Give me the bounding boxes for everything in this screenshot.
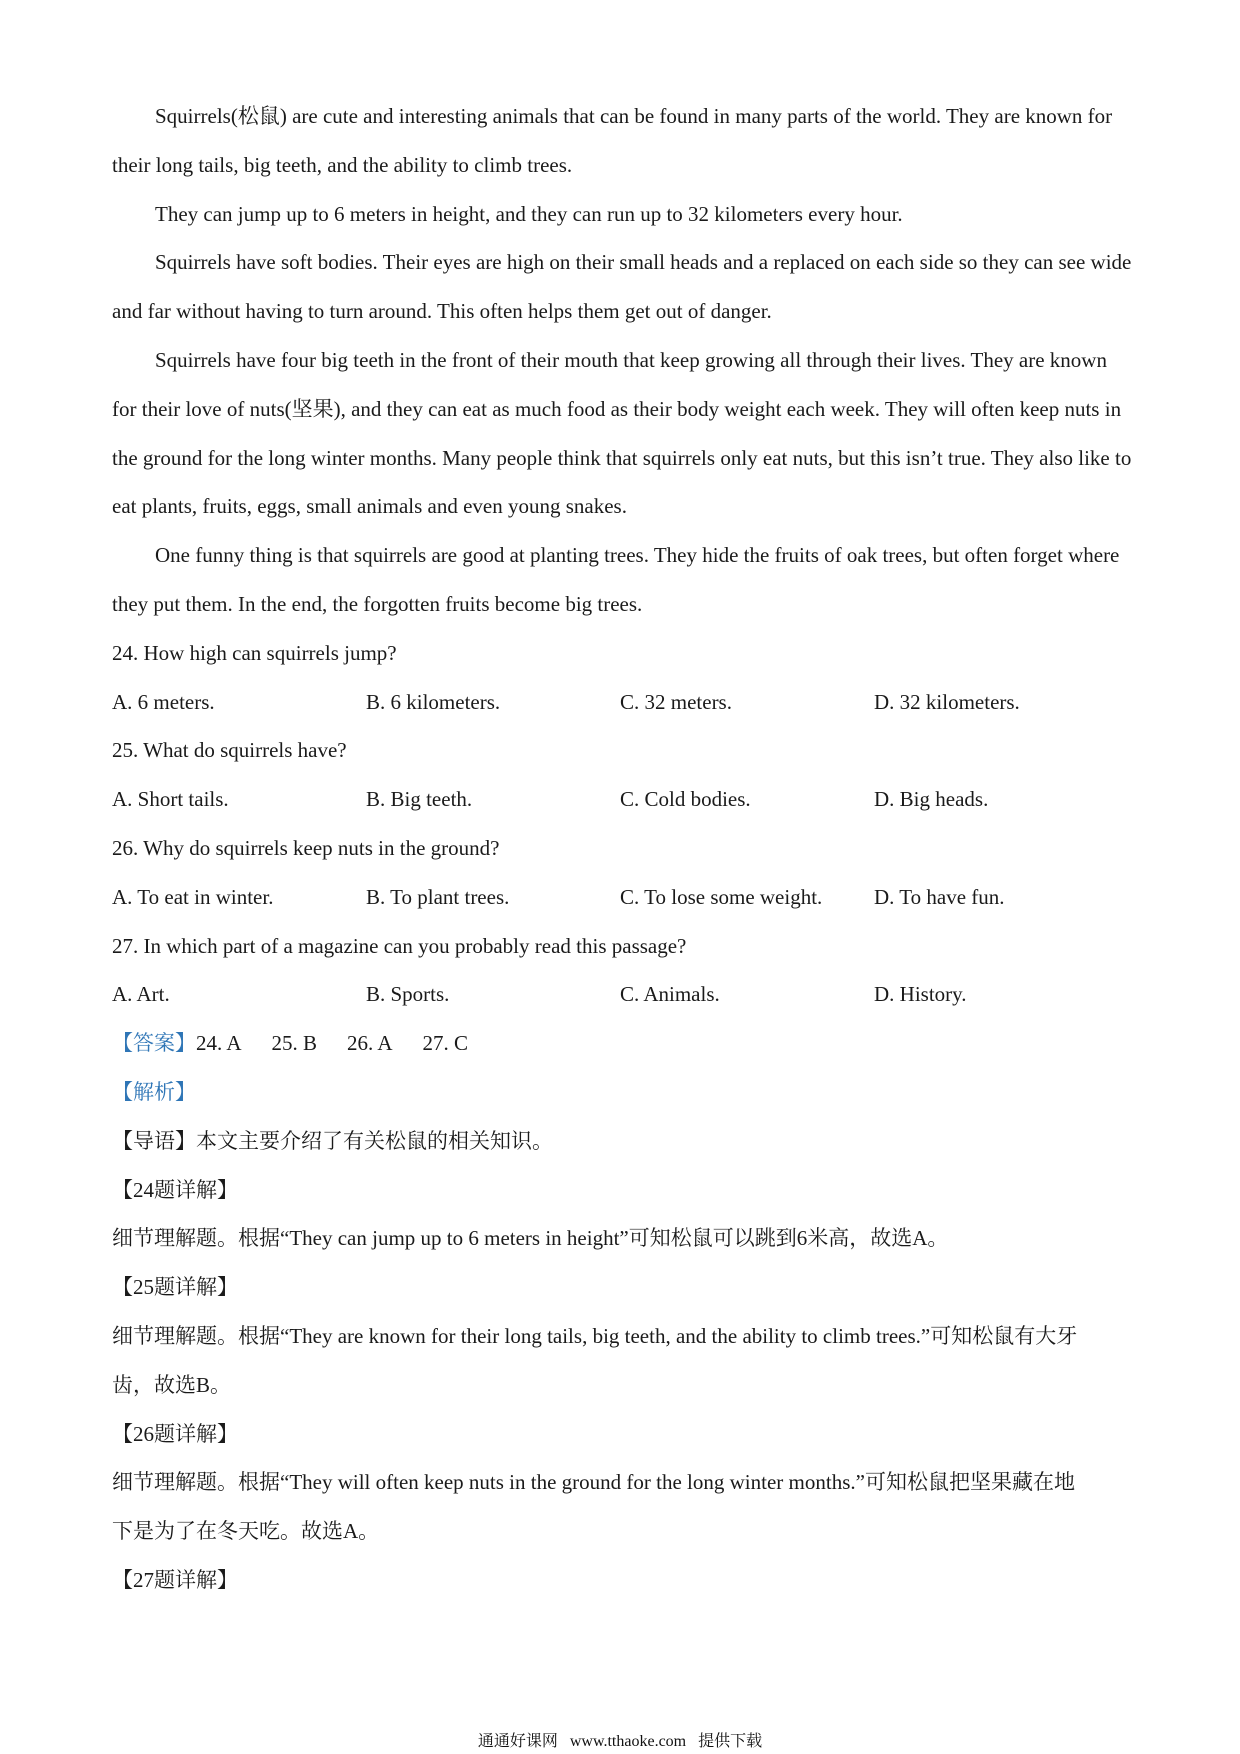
question-options bbox=[112, 678, 1132, 727]
detail-heading: 【27题详解】 bbox=[112, 1567, 238, 1592]
detail-27 bbox=[112, 1556, 1132, 1605]
passage-paragraph-2: They can jump up to 6 meters in height, and they can run up to 32 kilometers every hour. bbox=[155, 201, 903, 226]
detail-text: 细节理解题。根据“They can jump up to 6 meters in height”可知松鼠可以跳到6米高，故选A。 bbox=[112, 1226, 949, 1251]
detail-text: 细节理解题。根据“They are known for their long tails, big teeth, and the ability to climb trees.”可知松鼠有大牙 bbox=[112, 1323, 1078, 1348]
question-stem: 24. How high can squirrels jump? bbox=[112, 640, 397, 665]
option-b: B. To plant trees. bbox=[366, 884, 510, 909]
option-d: D. 32 kilometers. bbox=[874, 689, 1020, 714]
answer-24: 24. A bbox=[196, 1031, 242, 1056]
option-a: A. Art. bbox=[112, 982, 170, 1007]
option-c: C. Animals. bbox=[620, 982, 720, 1007]
passage-paragraph-5: One funny thing is that squirrels are good at planting trees. They hide the fruits of oak trees, but often forget where they put them. In the end, the forgotten fruits become big trees. bbox=[112, 543, 1120, 616]
reading-passage bbox=[112, 92, 1132, 629]
analysis-tag: 【解析】 bbox=[112, 1079, 196, 1104]
question-stem: 26. Why do squirrels keep nuts in the ground? bbox=[112, 835, 500, 860]
detail-heading: 【25题详解】 bbox=[112, 1275, 238, 1300]
analysis-intro: 【导语】本文主要介绍了有关松鼠的相关知识。 bbox=[112, 1128, 553, 1153]
detail-26 bbox=[112, 1410, 1132, 1556]
option-a: A. 6 meters. bbox=[112, 689, 215, 714]
question-options bbox=[112, 775, 1132, 824]
answer-25: 25. B bbox=[271, 1031, 318, 1056]
option-d: D. To have fun. bbox=[874, 884, 1005, 909]
option-a: A. To eat in winter. bbox=[112, 884, 274, 909]
option-b: B. Sports. bbox=[366, 982, 450, 1007]
answer-line bbox=[112, 1019, 1132, 1068]
detail-text-continued: 齿，故选B。 bbox=[112, 1372, 232, 1397]
option-c: C. 32 meters. bbox=[620, 689, 732, 714]
detail-text-continued: 下是为了在冬天吃。故选A。 bbox=[112, 1519, 380, 1544]
footer-note: 提供下载 bbox=[698, 1733, 763, 1750]
question-options bbox=[112, 873, 1132, 922]
option-a: A. Short tails. bbox=[112, 787, 229, 812]
answer-tag: 【答案】 bbox=[112, 1031, 196, 1056]
passage-paragraph-3: Squirrels have soft bodies. Their eyes are high on their small heads and a replaced on each side so they can see wide and far without having to turn around. This often helps them get out of danger. bbox=[112, 250, 1132, 324]
option-b: B. Big teeth. bbox=[366, 787, 473, 812]
page-content bbox=[112, 92, 1132, 1605]
detail-24 bbox=[112, 1166, 1132, 1264]
option-c: C. To lose some weight. bbox=[620, 884, 823, 909]
passage-paragraph-1: Squirrels(松鼠) are cute and interesting animals that can be found in many parts of the world. They are known for their long tails, big teeth, and the ability to climb trees. bbox=[112, 104, 1113, 177]
footer-url-link[interactable]: www.tthaoke.com bbox=[569, 1733, 687, 1750]
answer-26: 26. A bbox=[347, 1031, 393, 1056]
question-stem: 27. In which part of a magazine can you probably read this passage? bbox=[112, 933, 687, 958]
question-25 bbox=[112, 726, 1132, 824]
detail-heading: 【24题详解】 bbox=[112, 1177, 238, 1202]
question-27 bbox=[112, 922, 1132, 1020]
option-d: D. Big heads. bbox=[874, 787, 989, 812]
question-stem: 25. What do squirrels have? bbox=[112, 738, 347, 763]
option-d: D. History. bbox=[874, 982, 967, 1007]
detail-text: 细节理解题。根据“They will often keep nuts in the ground for the long winter months.”可知松鼠把坚果藏在地 bbox=[112, 1470, 1075, 1495]
detail-heading: 【26题详解】 bbox=[112, 1421, 238, 1446]
answer-27: 27. C bbox=[422, 1031, 469, 1056]
option-b: B. 6 kilometers. bbox=[366, 689, 501, 714]
question-24 bbox=[112, 629, 1132, 727]
option-c: C. Cold bodies. bbox=[620, 787, 751, 812]
passage-paragraph-4: Squirrels have four big teeth in the front of their mouth that keep growing all through their lives. They are known for their love of nuts(坚果), and they can eat as much food as their body weight each week. They will often keep nuts in the ground for the long winter months. Many people think that squirrels only eat nuts, but this isn’t true. They also like to eat plants, fruits, eggs, small animals and even young snakes. bbox=[112, 347, 1132, 519]
question-options bbox=[112, 970, 1132, 1019]
page-footer bbox=[0, 1728, 1240, 1751]
detail-25 bbox=[112, 1263, 1132, 1409]
footer-site-name: 通通好课网 bbox=[477, 1733, 558, 1750]
question-26 bbox=[112, 824, 1132, 922]
